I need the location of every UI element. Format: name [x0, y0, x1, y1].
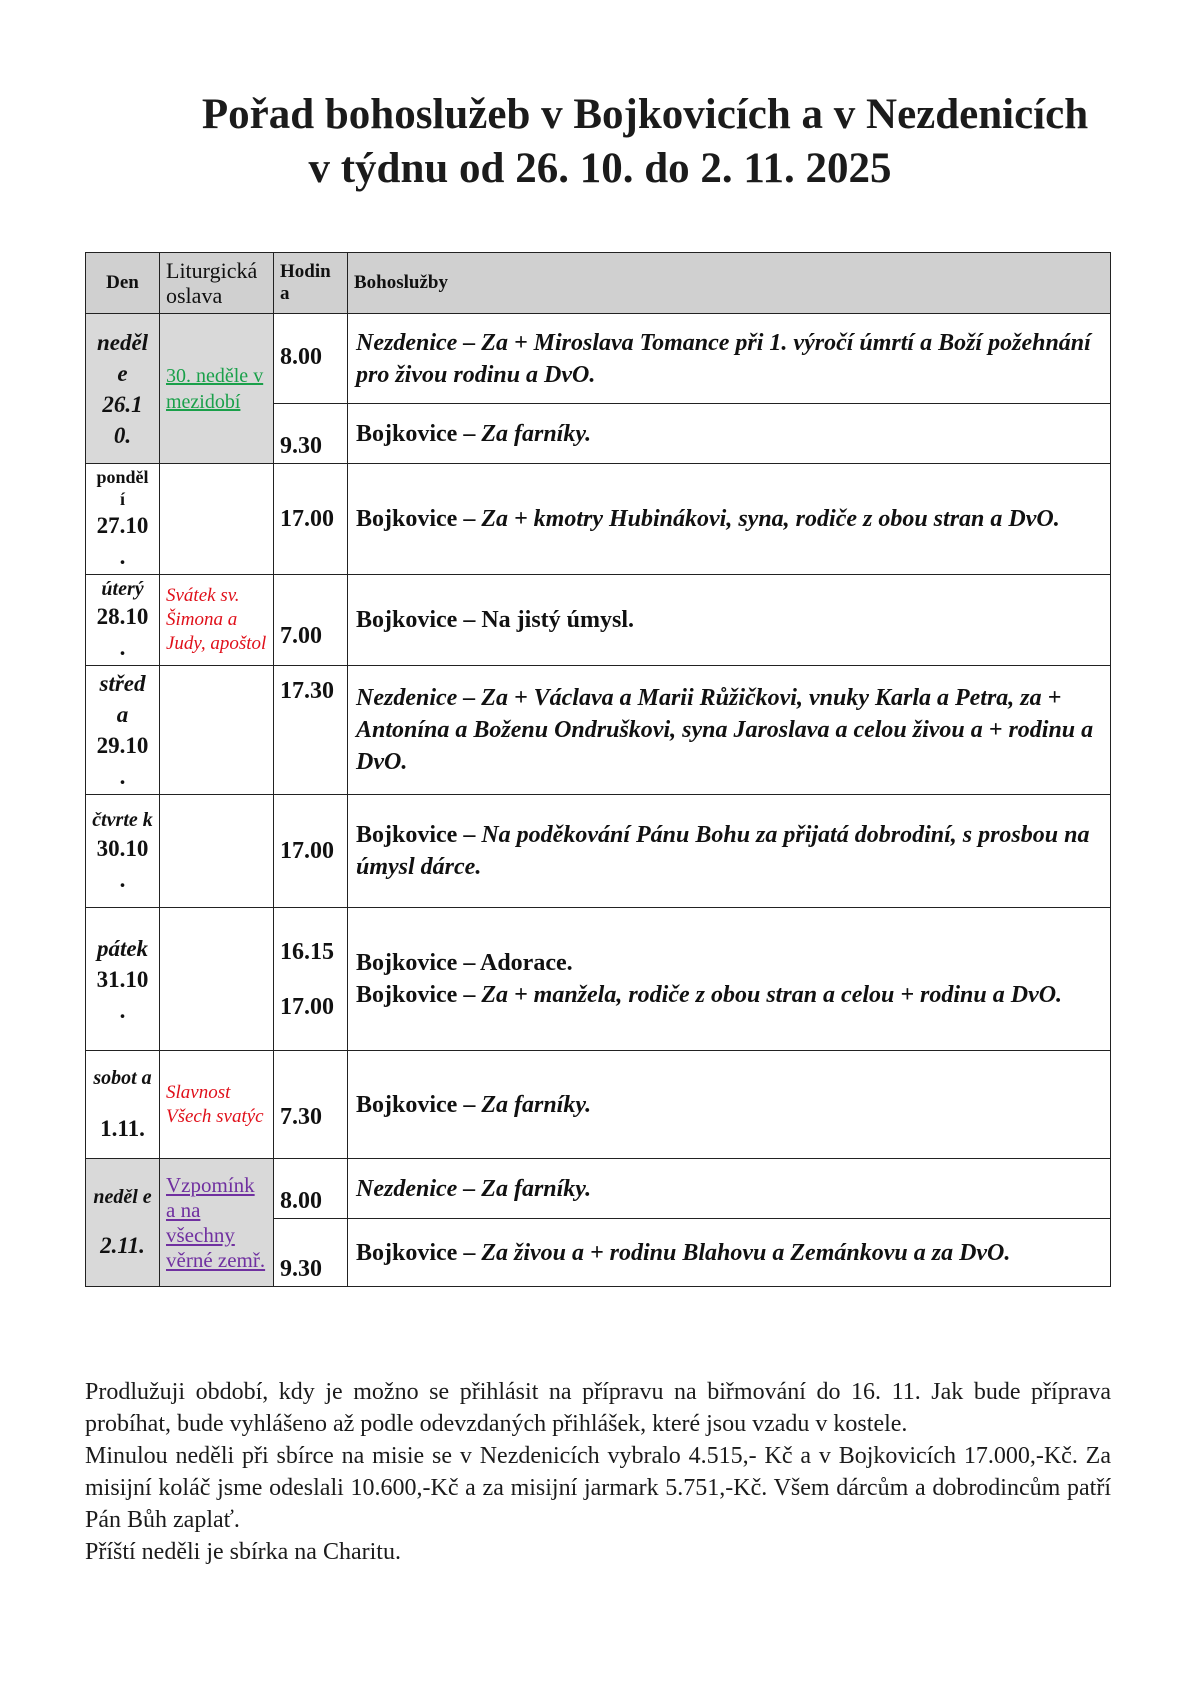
- table-header-row: [86, 253, 1111, 314]
- celebration-cell: [160, 314, 274, 464]
- table-row: [86, 666, 1111, 795]
- celebration-cell: [160, 464, 274, 575]
- service-cell: [348, 1051, 1111, 1159]
- service-place: Bojkovice –: [356, 420, 482, 447]
- title-line-2: v týdnu od 26. 10. do 2. 11. 2025: [308, 145, 892, 192]
- time-cell: 8.00: [274, 314, 348, 404]
- day-date: 27.10 .: [96, 513, 149, 569]
- day-name: sobot a: [93, 1067, 152, 1089]
- day-cell: [86, 464, 160, 575]
- service-intention: Za farníky.: [481, 420, 592, 447]
- service-text: Nezdenice – Za + Václava a Marii Růžičkovi, vnuky Karla a Petra, za + Antonína a Boženu Ondruškovi, syna Jaroslava a celou živou a + rodinu a DvO.: [356, 685, 1094, 775]
- day-name: střed a: [99, 671, 146, 727]
- header-den: Den: [86, 253, 160, 314]
- day-date: 1.11.: [100, 1116, 145, 1141]
- time-cell: 17.30: [274, 666, 348, 795]
- time-cell: 17.00: [274, 464, 348, 575]
- day-date: 31.10 .: [96, 966, 149, 1023]
- service-2: [356, 979, 1104, 1011]
- celebration-cell: [160, 1159, 274, 1287]
- celebration-cell: [160, 795, 274, 908]
- time-cell: 9.30: [274, 1219, 348, 1287]
- service-text: Nezdenice – Za farníky.: [356, 1175, 592, 1202]
- service-place: Bojkovice –: [356, 506, 482, 532]
- celebration-cell: Svátek sv. Šimona a Judy, apoštol: [160, 575, 274, 666]
- celebration-cell: [160, 666, 274, 795]
- service-text: Nezdenice – Za + Miroslava Tomance při 1. výročí úmrtí a Boží požehnání pro živou rodinu a DvO.: [356, 329, 1091, 388]
- service-cell: [348, 795, 1111, 908]
- day-date: 30.10 .: [96, 836, 149, 892]
- day-name: ponděl í: [96, 467, 149, 509]
- service-cell: [348, 404, 1111, 464]
- day-cell: [86, 314, 160, 464]
- service-cell: [348, 1219, 1111, 1287]
- day-name: neděl e: [96, 329, 149, 386]
- service-place: Bojkovice –: [356, 1239, 482, 1266]
- day-date: 26.1 0.: [102, 391, 143, 448]
- day-date: 28.10 .: [96, 604, 149, 660]
- table-row: [86, 1051, 1111, 1159]
- announcement-2: Minulou neděli při sbírce na misie se v Nezdenicích vybralo 4.515,- Kč a v Bojkovicích 17.000,-Kč. Za misijní koláč jsme odeslali 10.600,-Kč a za misijní jarmark 5.751,-Kč. Všem dárcům a dobrodincům patří Pán Bůh zaplať.: [85, 1443, 1111, 1533]
- day-name: pátek: [96, 935, 149, 961]
- service-place: Bojkovice –: [356, 1091, 482, 1118]
- time-cell: 7.30: [274, 1051, 348, 1159]
- header-bohosluzby: Bohoslužby: [348, 253, 1111, 314]
- service-intention: Za farníky.: [481, 1091, 592, 1118]
- announcement-1: Prodlužuji období, kdy je možno se přihlásit na přípravu na biřmování do 16. 11. Jak bude příprava probíhat, bude vyhlášeno až podle odevzdaných přihlášek, které jsou vzadu v kostele.: [85, 1379, 1111, 1437]
- service-place: Bojkovice –: [356, 982, 482, 1008]
- service-cell: [348, 464, 1111, 575]
- day-cell: [86, 1159, 160, 1287]
- day-cell: [86, 795, 160, 908]
- day-cell: [86, 908, 160, 1051]
- service-intention: Za + kmotry Hubinákovi, syna, rodiče z obou stran a DvO.: [481, 506, 1060, 532]
- time-cell: 9.30: [274, 404, 348, 464]
- day-name: čtvrte k: [92, 809, 153, 831]
- service-intention: Za živou a + rodinu Blahovu a Zemánkovu a za DvO.: [481, 1239, 1011, 1266]
- schedule-table: [85, 252, 1111, 1287]
- header-hodina: Hodin a: [274, 253, 348, 314]
- service-cell: [348, 314, 1111, 404]
- service-1: [356, 947, 1104, 979]
- day-cell: [86, 1051, 160, 1159]
- announcement-3: Příští neděli je sbírka na Charitu.: [85, 1539, 401, 1565]
- celebration-link[interactable]: 30. neděle v mezidobí: [166, 364, 264, 413]
- time-cell: 7.00: [274, 575, 348, 666]
- time-cell: 8.00: [274, 1159, 348, 1219]
- day-cell: [86, 666, 160, 795]
- table-row: [86, 575, 1111, 666]
- service-intention: Na poděkování Pánu Bohu za přijatá dobrodiní, s prosbou na úmysl dárce.: [356, 822, 1090, 880]
- header-liturgicka-oslava: Liturgická oslava: [160, 253, 274, 314]
- celebration-link[interactable]: Vzpomínk a na všechny věrné zemř.: [166, 1172, 266, 1272]
- day-cell: [86, 575, 160, 666]
- service-place: Bojkovice – Na jistý úmysl.: [356, 607, 634, 633]
- time-cell: [274, 908, 348, 1051]
- service-cell: [348, 666, 1111, 795]
- day-name: úterý: [101, 578, 144, 600]
- table-row: [86, 1159, 1111, 1219]
- table-row: [86, 795, 1111, 908]
- table-row: [86, 908, 1111, 1051]
- service-place: Bojkovice – Adorace.: [356, 950, 573, 976]
- time-cell: 17.00: [274, 795, 348, 908]
- service-intention: Za + manžela, rodiče z obou stran a celou + rodinu a DvO.: [481, 982, 1063, 1008]
- title-line-1: Pořad bohoslužeb v Bojkovicích a v Nezdenicích: [201, 91, 1089, 138]
- announcements: [85, 1376, 1111, 1568]
- celebration-cell: Slavnost Všech svatýc: [160, 1051, 274, 1159]
- day-date: 29.10 .: [96, 733, 149, 789]
- day-date: 2.11.: [100, 1233, 145, 1258]
- service-place: Bojkovice –: [356, 822, 482, 848]
- page-title: [0, 88, 1190, 196]
- time-1: 16.15: [280, 938, 334, 965]
- celebration-cell: [160, 908, 274, 1051]
- service-cell: [348, 908, 1111, 1051]
- table-row: [86, 464, 1111, 575]
- service-cell: [348, 1159, 1111, 1219]
- service-cell: [348, 575, 1111, 666]
- day-name: neděl e: [93, 1186, 152, 1208]
- time-2: 17.00: [280, 993, 334, 1020]
- table-row: [86, 314, 1111, 404]
